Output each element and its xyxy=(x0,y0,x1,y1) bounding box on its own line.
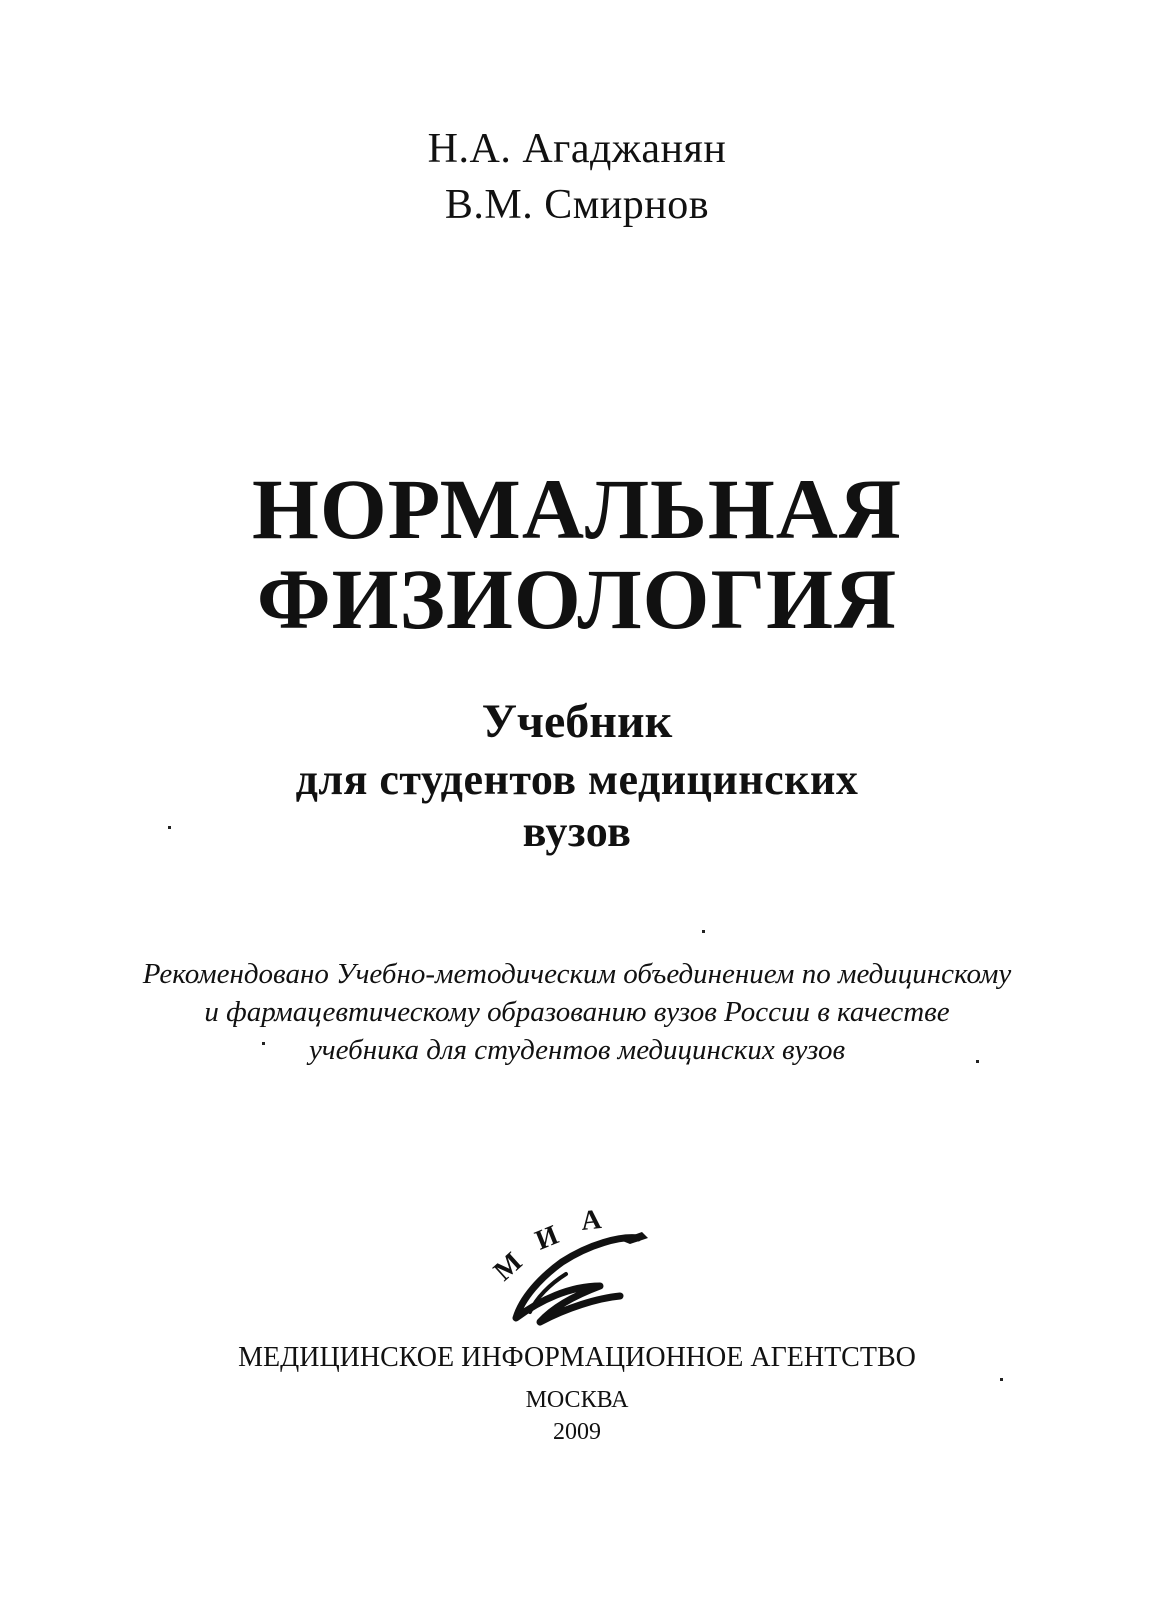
recommendation-line-1: Рекомендовано Учебно-методическим объединением по медицинскому xyxy=(142,958,1012,990)
scan-speck xyxy=(976,1060,979,1063)
scan-speck xyxy=(262,1042,265,1045)
publisher-name: МЕДИЦИНСКОЕ ИНФОРМАЦИОННОЕ АГЕНТСТВО xyxy=(238,1342,916,1373)
logo-letter-a: А xyxy=(579,1204,603,1237)
publisher-city: МОСКВА xyxy=(525,1387,629,1413)
book-title-line-1: НОРМАЛЬНАЯ xyxy=(251,461,902,557)
scan-speck xyxy=(702,930,705,933)
logo-letter-m: М xyxy=(487,1246,529,1288)
subtitle-universities: вузов xyxy=(522,807,632,856)
book-title-line-2: ФИЗИОЛОГИЯ xyxy=(256,551,898,647)
mia-publisher-logo-icon xyxy=(470,1200,670,1340)
recommendation-line-2: и фармацевтическому образованию вузов России в качестве xyxy=(204,996,950,1028)
subtitle-audience: для студентов медицинских xyxy=(295,755,859,804)
recommendation-line-3: учебника для студентов медицинских вузов xyxy=(308,1034,846,1066)
author-2: В.М. Смирнов xyxy=(444,182,710,228)
logo-letter-i: И xyxy=(531,1219,563,1257)
publication-year: 2009 xyxy=(553,1419,601,1445)
author-1: Н.А. Агаджанян xyxy=(427,126,727,172)
scan-speck xyxy=(168,826,171,829)
scan-speck xyxy=(1000,1378,1003,1381)
subtitle-textbook: Учебник xyxy=(481,695,673,748)
